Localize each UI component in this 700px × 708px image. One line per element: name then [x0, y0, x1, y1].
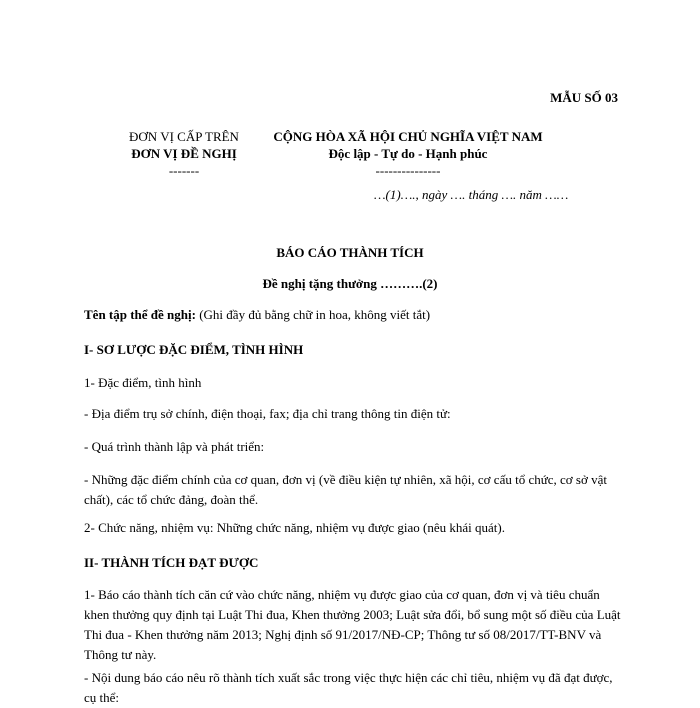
collective-name-line: [84, 305, 624, 325]
national-header: [268, 128, 548, 179]
section-2-bullet-achievements: - Nội dung báo cáo nêu rõ thành tích xuất sắc trong việc thực hiện các chỉ tiêu, nhiệm vụ đã đạt được, cụ thể:: [84, 670, 613, 705]
country-name: CỘNG HÒA XÃ HỘI CHỦ NGHĨA VIỆT NAM: [273, 129, 543, 144]
place-date-line: …(1)…., ngày …. tháng …. năm ……: [374, 187, 569, 202]
right-header-divider: ---------------: [375, 163, 441, 178]
issuing-unit-header: [104, 128, 264, 179]
section-2-heading: II- THÀNH TÍCH ĐẠT ĐƯỢC: [84, 555, 259, 570]
collective-name-note: (Ghi đầy đủ bằng chữ in hoa, không viết tắt): [195, 307, 431, 322]
national-motto: Độc lập - Tự do - Hạnh phúc: [328, 146, 488, 161]
left-header-divider: -------: [168, 163, 200, 178]
document-subtitle: Đề nghị tặng thưởng ……….(2): [262, 276, 438, 291]
section-1-item-1: 1- Đặc điểm, tình hình: [84, 375, 202, 390]
form-code: MẪU SỐ 03: [550, 90, 618, 105]
section-1-bullet-history: - Quá trình thành lập và phát triển:: [84, 439, 265, 454]
section-1-heading: I- SƠ LƯỢC ĐẶC ĐIỂM, TÌNH HÌNH: [84, 342, 304, 357]
superior-unit-label: ĐƠN VỊ CẤP TRÊN: [129, 129, 239, 144]
collective-name-label: Tên tập thể đề nghị:: [84, 307, 196, 322]
proposing-unit-label: ĐƠN VỊ ĐỀ NGHỊ: [131, 146, 237, 161]
document-title: BÁO CÁO THÀNH TÍCH: [276, 245, 424, 260]
section-1-item-2: 2- Chức năng, nhiệm vụ: Những chức năng, nhiệm vụ được giao (nêu khái quát).: [84, 520, 505, 535]
section-2-item-1: 1- Báo cáo thành tích căn cứ vào chức năng, nhiệm vụ được giao của cơ quan, đơn vị và tiêu chuẩn khen thưởng quy định tại Luật Thi đua, Khen thưởng 2003; Luật sửa đổi, bổ sung một số điều của Luật Thi đua - Khen thưởng năm 2013; Nghị định số 91/2017/NĐ-CP; Thông tư số 08/2017/TT-BNV và Thông tư này.: [84, 587, 621, 662]
section-1-bullet-address: - Địa điểm trụ sở chính, điện thoại, fax; địa chỉ trang thông tin điện tử:: [84, 406, 451, 421]
section-1-bullet-characteristics: - Những đặc điểm chính của cơ quan, đơn vị (về điều kiện tự nhiên, xã hội, cơ cấu tổ chức, cơ sở vật chất), các tổ chức đảng, đoàn thể.: [84, 472, 607, 507]
